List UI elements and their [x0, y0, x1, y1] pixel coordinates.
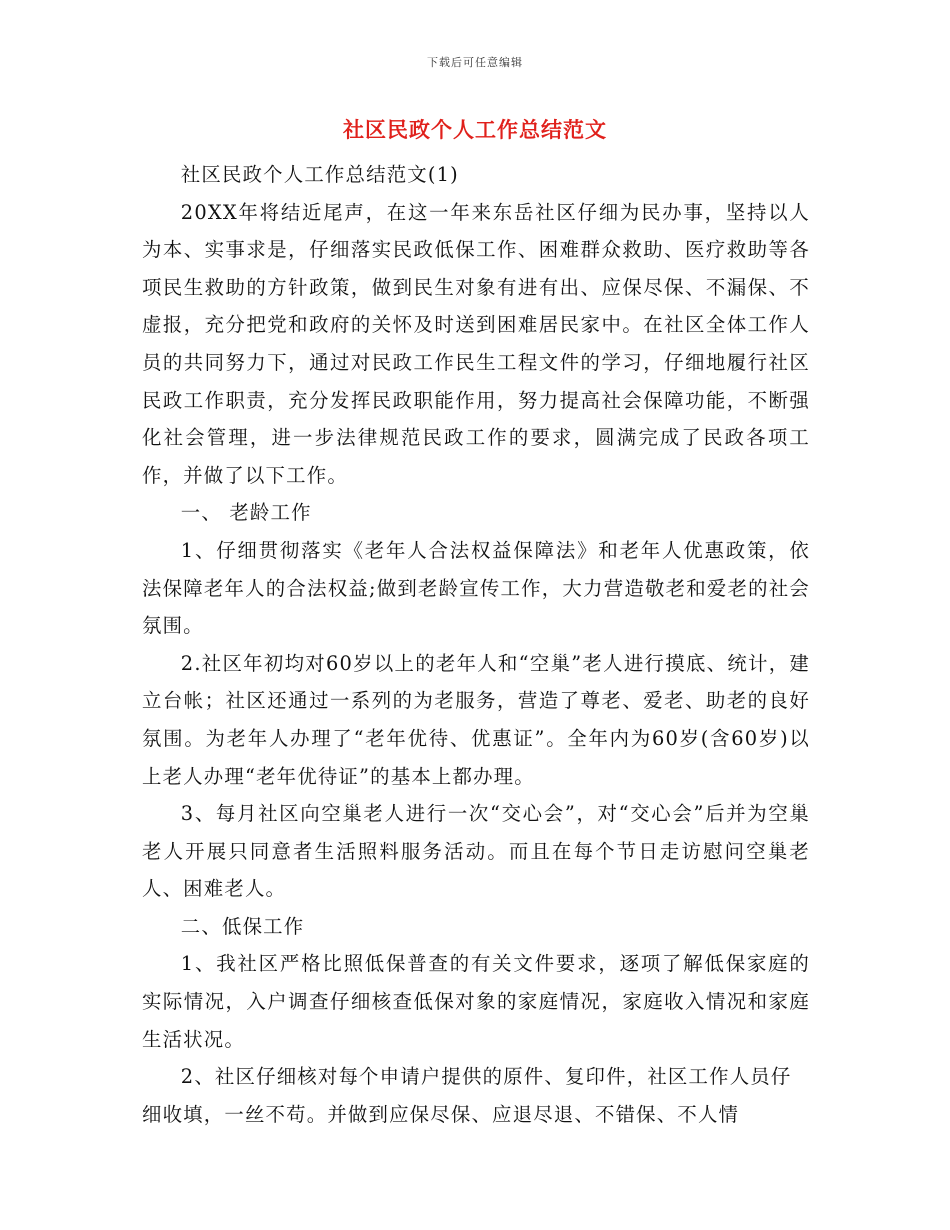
document-body [142, 156, 810, 1133]
intro-paragraph: 20XX年将结近尾声，在这一年来东岳社区仔细为民办事，坚持以人为本、实事求是，仔细落实民政低保工作、困难群众救助、医疗救助等各项民生救助的方针政策，做到民生对象有进有出、应保尽保、不漏保、不虚报，充分把党和政府的关怀及时送到困难居民家中。在社区全体工作人员的共同努力下，通过对民政工作民生工程文件的学习，仔细地履行社区民政工作职责，充分发挥民政职能作用，努力提高社会保障功能，不断强化社会管理，进一步法律规范民政工作的要求，圆满完成了民政各项工作，并做了以下工作。 [142, 200, 810, 487]
low-income-item-1: 1、我社区严格比照低保普查的有关文件要求，逐项了解低保家庭的实际情况，入户调查仔细核查低保对象的家庭情况，家庭收入情况和家庭生活状况。 [142, 952, 810, 1051]
elderly-item-2: 2.社区年初均对60岁以上的老年人和“空巢”老人进行摸底、统计，建立台帐；社区还通过一系列的为老服务，营造了尊老、爱老、助老的良好氛围。为老年人办理了“老年优待、优惠证”。全年内为60岁(含60岁)以上老人办理“老年优待证”的基本上都办理。 [142, 651, 810, 788]
elderly-item-1: 1、仔细贯彻落实《老年人合法权益保障法》和老年人优惠政策，依法保障老年人的合法权益;做到老龄宣传工作，大力营造敬老和爱老的社会氛围。 [142, 538, 810, 638]
section-heading-low-income: 二、低保工作 [180, 914, 305, 938]
section-heading-elderly: 一、 老龄工作 [180, 501, 312, 525]
low-income-item-2: 2、社区仔细核对每个申请户提供的原件、复印件，社区工作人员仔细收填，一丝不苟。并做到应保尽保、应退尽退、不错保、不人情 [142, 1065, 792, 1126]
elderly-item-3: 3、每月社区向空巢老人进行一次“交心会”，对“交心会”后并为空巢老人开展只同意者生活照料服务活动。而且在每个节日走访慰问空巢老人、困难老人。 [142, 802, 810, 901]
header-note: 下载后可任意编辑 [427, 56, 523, 69]
subtitle-paragraph: 社区民政个人工作总结范文(1) [180, 163, 459, 186]
document-title: 社区民政个人工作总结范文 [343, 117, 607, 142]
